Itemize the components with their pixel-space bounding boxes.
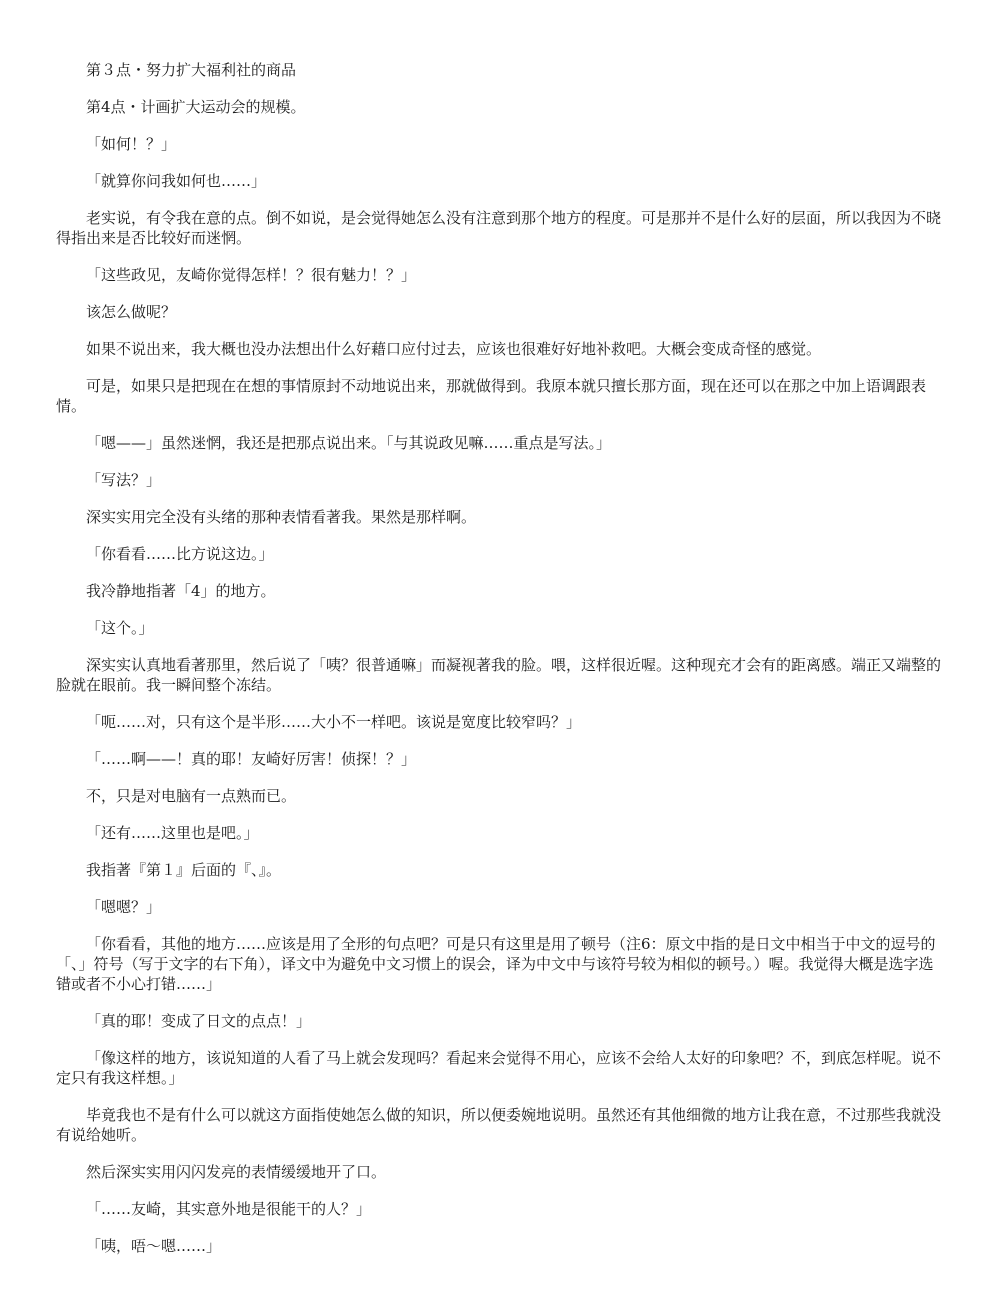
paragraph: 「真的耶！变成了日文的点点！」	[86, 1012, 312, 1030]
paragraph: 「像这样的地方，该说知道的人看了马上就会发现吗？看起来会觉得不用心，应该不会给人太好的印象吧？不，到底怎样呢。说不定只有我这样想。」	[56, 1049, 942, 1087]
paragraph: 「写法？」	[86, 471, 162, 489]
paragraph: 「嗯——」虽然迷惘，我还是把那点说出来。「与其说政见嘛……重点是写法。」	[86, 434, 612, 452]
paragraph: 如果不说出来，我大概也没办法想出什么好藉口应付过去，应该也很难好好地补救吧。大概会变成奇怪的感觉。	[86, 340, 822, 358]
paragraph: 毕竟我也不是有什么可以就这方面指使她怎么做的知识，所以便委婉地说明。虽然还有其他细微的地方让我在意，不过那些我就没有说给她听。	[56, 1106, 942, 1144]
paragraph: 不，只是对电脑有一点熟而已。	[86, 787, 297, 805]
paragraph: 「咦，唔～嗯……」	[86, 1237, 222, 1255]
paragraph: 「嗯嗯？」	[86, 898, 162, 916]
paragraph: 第３点・努力扩大福利社的商品	[86, 61, 297, 79]
paragraph: 「这些政见，友崎你觉得怎样！？很有魅力！？」	[86, 266, 417, 284]
paragraph: 「这个。」	[86, 619, 154, 637]
paragraph: 深实实用完全没有头绪的那种表情看著我。果然是那样啊。	[86, 508, 477, 526]
paragraph: 「……友崎，其实意外地是很能干的人？」	[86, 1200, 372, 1218]
paragraph: 可是，如果只是把现在在想的事情原封不动地说出来，那就做得到。我原本就只擅长那方面，现在还可以在那之中加上语调跟表情。	[56, 377, 927, 415]
paragraph: 「如何！？」	[86, 135, 177, 153]
paragraph: 深实实认真地看著那里，然后说了「咦？很普通嘛」而凝视著我的脸。喂，这样很近喔。这种现充才会有的距离感。端正又端整的脸就在眼前。我一瞬间整个冻结。	[56, 656, 942, 694]
document-page	[56, 60, 946, 1273]
paragraph: 该怎么做呢？	[86, 303, 177, 321]
paragraph: 老实说，有令我在意的点。倒不如说，是会觉得她怎么没有注意到那个地方的程度。可是那并不是什么好的层面，所以我因为不晓得指出来是否比较好而迷惘。	[56, 209, 942, 247]
paragraph: 「就算你问我如何也……」	[86, 172, 267, 190]
paragraph: 「你看看……比方说这边。」	[86, 545, 274, 563]
paragraph: 第4点・计画扩大运动会的规模。	[86, 98, 306, 116]
paragraph: 「还有……这里也是吧。」	[86, 824, 259, 842]
paragraph: 然后深实实用闪闪发亮的表情缓缓地开了口。	[86, 1163, 387, 1181]
paragraph: 「呃……对，只有这个是半形……大小不一样吧。该说是宽度比较窄吗？」	[86, 713, 582, 731]
paragraph: 我冷静地指著「4」的地方。	[86, 582, 276, 600]
paragraph: 我指著『第１』后面的『、』。	[86, 861, 282, 879]
paragraph: 「你看看，其他的地方……应该是用了全形的句点吧？可是只有这里是用了顿号（注6：原文中指的是日文中相当于中文的逗号的「、」符号（写于文字的右下角），译文中为避免中文习惯上的误会，译为中文中与该符号较为相似的顿号。）喔。我觉得大概是选字选错或者不小心打错……」	[56, 935, 936, 993]
paragraph: 「……啊——！真的耶！友崎好厉害！侦探！？」	[86, 750, 417, 768]
